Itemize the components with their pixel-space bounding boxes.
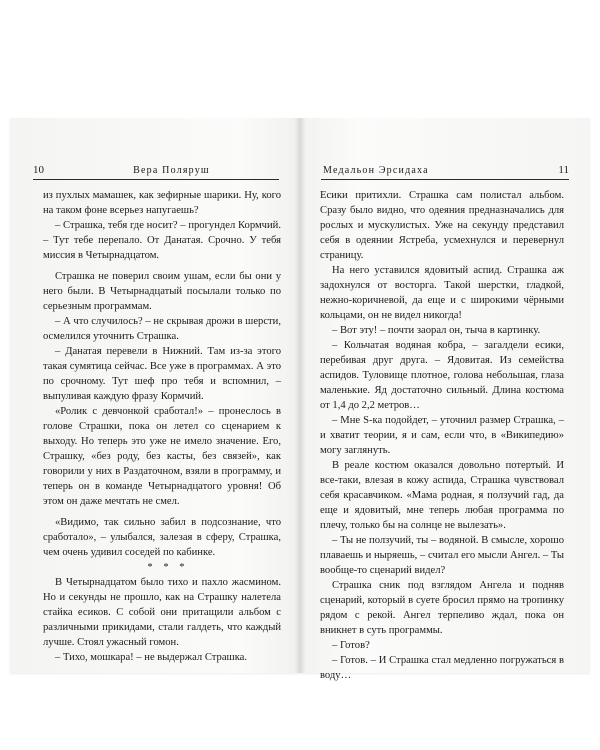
paragraph: – Страшка, тебя где носит? – прогундел Кормчий. – Тут тебе перепало. От Данатая. Срочно. У тебя миссия в Четырнадцатом.: [43, 220, 281, 261]
paragraph: – Вот эту! – почти заорал он, тыча в картинку.: [332, 325, 541, 336]
paragraph: «Ролик с девчонкой сработал!» – пронеслось в голове Страшки, пока он летел со сценарием к выходу. Но теперь это уже не имело значение. Его, Страшку, «без роду, без касты, без связей», как говорили у них в Раздаточном, взяли в программу, и теперь он в команде Четырнадцатого уровня! Об этом он даже мечтать не смел.: [43, 406, 281, 507]
paragraph: На него уставился ядовитый аспид. Страшка аж задохнулся от восторга. Такой шерстки, гладкой, нежно-коричневой, да еще и с широкими чёрными кольцами, он не видел никогда!: [320, 265, 564, 321]
paragraph: – Готов?: [332, 640, 370, 651]
book-spread: [10, 118, 590, 681]
paragraph: Есики притихли. Страшка сам полистал альбом. Сразу было видно, что одеяния предназначались для рослых и мускулистых. Уже на секунду представил себя в одеянии Ястреба, усмехнулся и перевернул страницу.: [320, 190, 564, 261]
paragraph: – А что случилось? – не скрывая дрожи в шерсти, осмелился уточнить Страшка.: [43, 316, 281, 342]
right-page-number: 11: [558, 164, 569, 176]
paragraph: – Данатая перевели в Нижний. Там из-за этого такая сумятица сейчас. Все уже в программах. А это по срочному. Тут шеф про тебя и вспомнил, – выпуливая каждую фразу Кормчий.: [43, 346, 281, 402]
paragraph: «Видимо, так сильно забил в подсознание, что сработало», – улыбался, залезая в сферу, Страшка, чем очень удивил соседей по кабинке.: [43, 517, 281, 558]
paragraph: – Мне S-ка подойдет, – уточнил размер Страшка, – и хватит теории, я и сам, если что, в «Википедию» могу заглянуть.: [320, 415, 564, 456]
right-page-text: [320, 188, 564, 683]
paragraph: Страшка не поверил своим ушам, если бы они у него были. В Четырнадцатый посылали только по серьезным программам.: [43, 271, 281, 312]
left-page-number: 10: [33, 164, 44, 176]
left-page-header: [33, 162, 279, 180]
left-page-text: [43, 188, 281, 665]
paragraph: – Кольчатая водяная кобра, – загалдели есики, перебивая друг друга. – Ядовитая. Из семейства аспидов. Туловище плотное, голова небольшая, глаза маленькие. Яд достаточно сильный. Длина костюма от 1,4 до 2,2 метров…: [320, 340, 564, 411]
paragraph: – Ты не ползучий, ты – водяной. В смысле, хорошо плаваешь и ныряешь, – считал его мысли Ангел. – Ты вообще-то сценарий видел?: [320, 535, 564, 576]
paragraph: В Четырнадцатом было тихо и пахло жасмином. Но и секунды не прошло, как на Страшку налетела стайка есиков. С собой они притащили альбом с различными прикидами, стали галдеть, что каждый лучше. Стоял ужасный гомон.: [43, 577, 281, 648]
section-separator: * * *: [147, 562, 189, 573]
paragraph: В реале костюм оказался довольно потертый. И все-таки, влезая в кожу аспида, Страшка чувствовал себя красавчиком. «Мама родная, я ползучий гад, да еще и ядовитый, мне теперь любая программа по плечу, только бы на солнце не вылезать».: [320, 460, 564, 531]
paragraph: из пухлых мамашек, как зефирные шарики. Ну, кого на таком фоне всерьез напугаешь?: [43, 190, 281, 216]
right-page-header: [321, 162, 569, 180]
paragraph: – Тихо, мошкара! – не выдержал Страшка.: [55, 652, 248, 663]
paragraph: Страшка сник под взглядом Ангела и подняв сценарий, который в суете бросил прямо на тропинку рядом с рекой. Ангел терпеливо ждал, пока он вникнет в суть программы.: [320, 580, 564, 636]
left-running-title: Вера Поляруш: [133, 165, 210, 176]
paragraph: – Готов. – И Страшка стал медленно погружаться в воду…: [320, 655, 564, 681]
right-running-title: Медальон Эрсидаха: [323, 165, 429, 176]
right-page: [300, 118, 590, 681]
left-page: [10, 118, 300, 673]
